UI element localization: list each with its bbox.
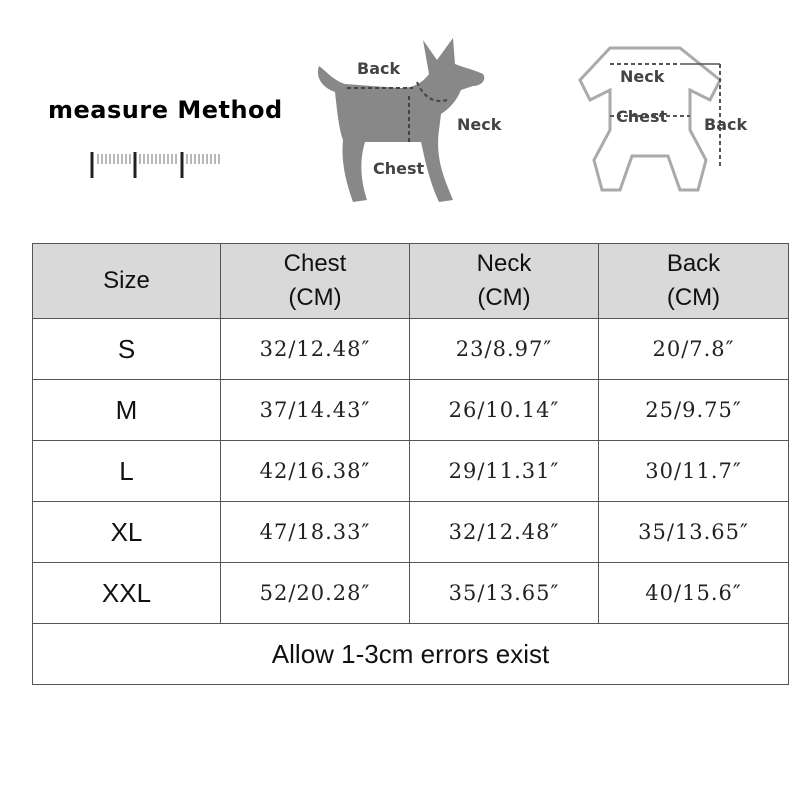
table-row bbox=[33, 441, 789, 502]
header-unit: (CM) bbox=[666, 284, 721, 311]
chest-cell: 52/20.28″ bbox=[221, 563, 410, 624]
shirt-measure-diagram bbox=[570, 40, 750, 210]
table-row bbox=[33, 502, 789, 563]
dog-measure-diagram bbox=[305, 30, 525, 210]
chest-cell: 37/14.43″ bbox=[221, 380, 410, 441]
ruler-icon bbox=[90, 148, 225, 182]
table-row bbox=[33, 380, 789, 441]
header-label: Back bbox=[666, 250, 721, 277]
size-cell: XL bbox=[33, 502, 221, 563]
shirt-neck-label: Neck bbox=[620, 67, 665, 86]
error-tolerance-note: Allow 1-3cm errors exist bbox=[33, 624, 789, 685]
shirt-chest-label: Chest bbox=[616, 107, 668, 126]
header-size bbox=[33, 244, 221, 319]
header-row bbox=[33, 244, 789, 319]
dog-chest-label: Chest bbox=[373, 159, 425, 178]
header-chest bbox=[221, 244, 410, 319]
neck-cell: 26/10.14″ bbox=[410, 380, 599, 441]
back-cell: 25/9.75″ bbox=[599, 380, 789, 441]
size-cell: M bbox=[33, 380, 221, 441]
back-cell: 30/11.7″ bbox=[599, 441, 789, 502]
size-chart-header bbox=[33, 244, 789, 319]
measure-method-header bbox=[0, 0, 800, 230]
chest-cell: 32/12.48″ bbox=[221, 319, 410, 380]
neck-cell: 23/8.97″ bbox=[410, 319, 599, 380]
header-label: Chest bbox=[283, 250, 347, 277]
neck-cell: 35/13.65″ bbox=[410, 563, 599, 624]
neck-cell: 32/12.48″ bbox=[410, 502, 599, 563]
size-cell: S bbox=[33, 319, 221, 380]
header-back bbox=[599, 244, 789, 319]
size-cell: XXL bbox=[33, 563, 221, 624]
chest-cell: 47/18.33″ bbox=[221, 502, 410, 563]
header-unit: (CM) bbox=[288, 284, 342, 311]
size-chart-table bbox=[32, 243, 789, 685]
header-unit: (CM) bbox=[477, 284, 531, 311]
header-neck bbox=[410, 244, 599, 319]
shirt-back-label: Back bbox=[704, 115, 748, 134]
header-label: Size bbox=[103, 267, 150, 294]
size-cell: L bbox=[33, 441, 221, 502]
footer-row bbox=[33, 624, 789, 685]
back-cell: 40/15.6″ bbox=[599, 563, 789, 624]
chest-cell: 42/16.38″ bbox=[221, 441, 410, 502]
back-cell: 35/13.65″ bbox=[599, 502, 789, 563]
header-label: Neck bbox=[476, 250, 532, 277]
table-row bbox=[33, 563, 789, 624]
measure-method-title: measure Method bbox=[48, 96, 283, 124]
dog-neck-label: Neck bbox=[457, 115, 502, 134]
table-row bbox=[33, 319, 789, 380]
back-cell: 20/7.8″ bbox=[599, 319, 789, 380]
neck-cell: 29/11.31″ bbox=[410, 441, 599, 502]
dog-back-label: Back bbox=[357, 59, 401, 78]
